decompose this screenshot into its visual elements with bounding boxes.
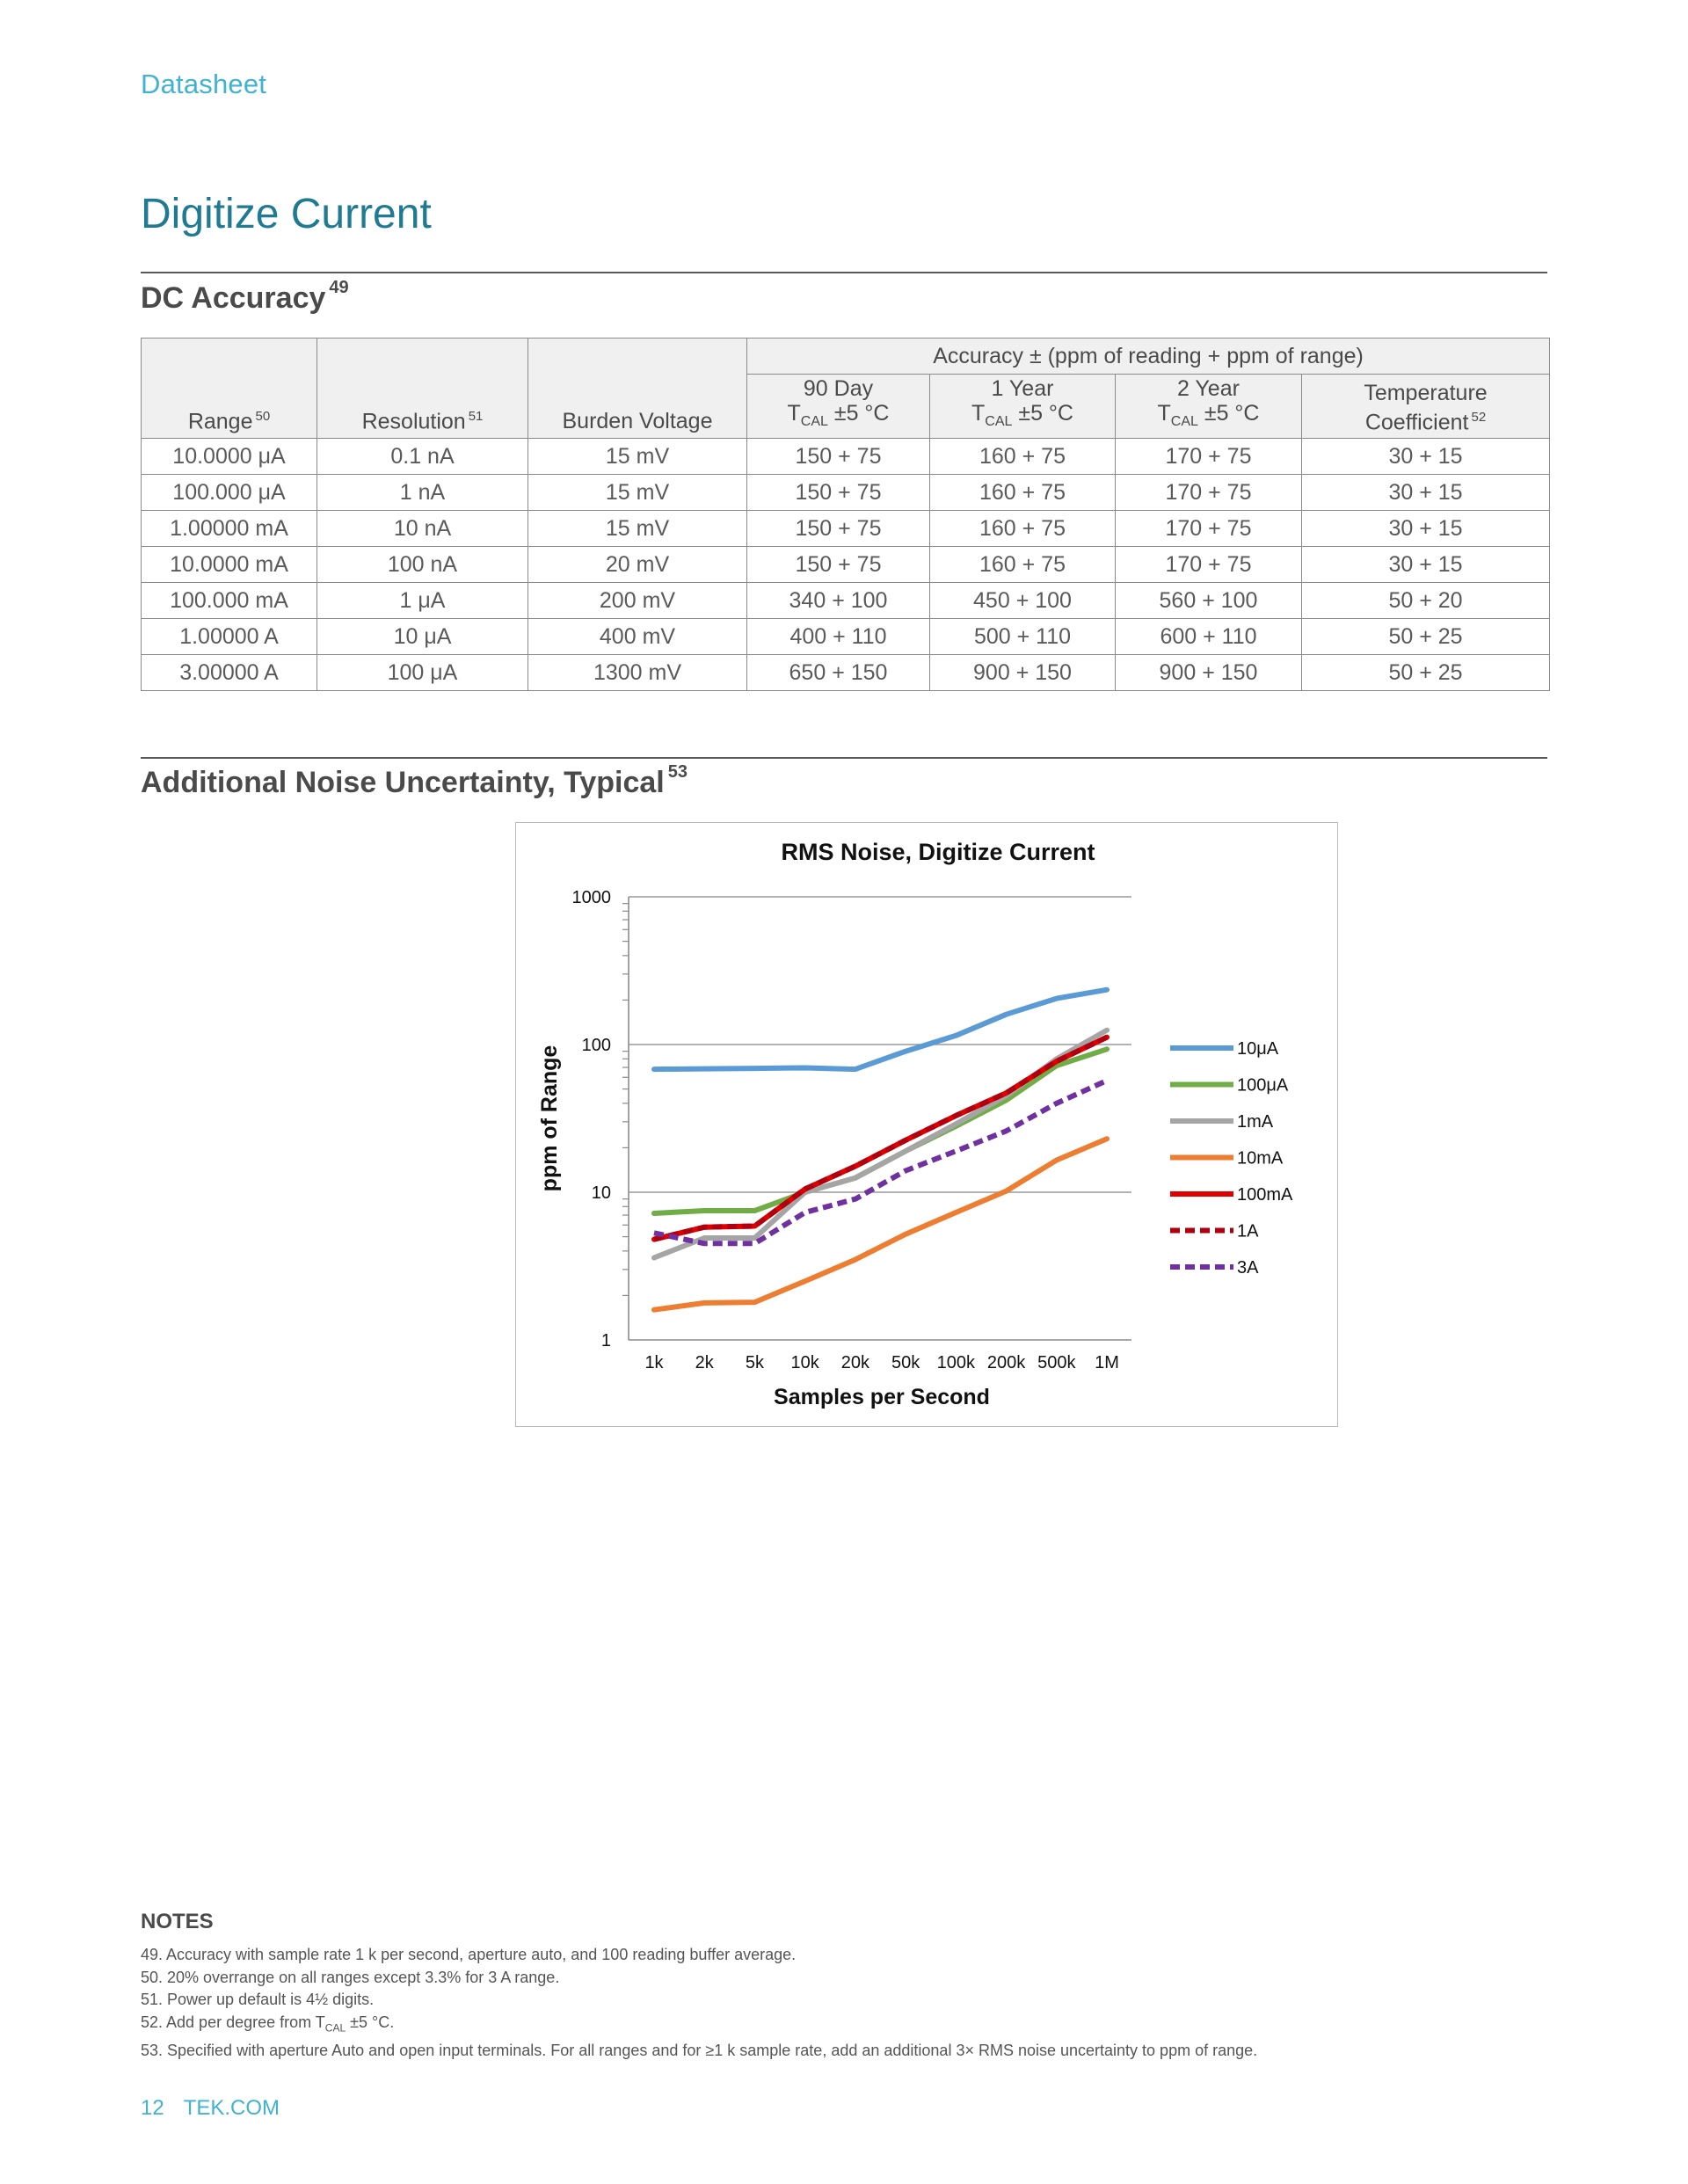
table-row (142, 655, 1550, 691)
x-tick-label: 1k (644, 1353, 664, 1372)
footnote-ref-49: 49 (329, 278, 349, 297)
x-tick-label: 2k (695, 1353, 714, 1372)
table-cell: 1 nA (317, 475, 528, 511)
y-tick-label: 10 (591, 1183, 611, 1203)
table-cell: 900 + 150 (1116, 655, 1302, 691)
x-tick-label: 1M (1095, 1353, 1119, 1372)
page-title: Digitize Current (141, 191, 432, 237)
col-header-1-year: 1 Year $T_{CAL} \pm 5$ °C (930, 375, 1116, 439)
table-cell: 1.00000 A (142, 619, 317, 655)
table-cell: 150 + 75 (747, 475, 930, 511)
notes-heading: NOTES (141, 1910, 214, 1933)
table-cell: 400 + 110 (747, 619, 930, 655)
table-cell: 30 + 15 (1302, 511, 1550, 547)
note-49: 49. Accuracy with sample rate 1 k per second, aperture auto, and 100 reading buffer average. (141, 1946, 797, 1963)
section-divider (141, 757, 1547, 759)
table-cell: 600 + 110 (1116, 619, 1302, 655)
legend-label: 100μA (1237, 1075, 1289, 1096)
table-cell: 150 + 75 (747, 547, 930, 583)
table-cell: 160 + 75 (930, 547, 1116, 583)
table-cell: 1.00000 mA (142, 511, 317, 547)
table-cell: 560 + 100 (1116, 583, 1302, 619)
table-cell: 340 + 100 (747, 583, 930, 619)
col-header-resolution: Resolution $^{51}$ (317, 339, 528, 439)
x-tick-label: 20k (840, 1353, 870, 1372)
table-cell: 30 + 15 (1302, 475, 1550, 511)
table-row (142, 619, 1550, 655)
table-cell: 100.000 mA (142, 583, 317, 619)
legend-label: 10μA (1237, 1039, 1279, 1059)
datasheet-label: Datasheet (141, 69, 267, 99)
table-cell: 50 + 20 (1302, 583, 1550, 619)
site-link[interactable]: TEK.COM (183, 2096, 280, 2120)
table-cell: 50 + 25 (1302, 655, 1550, 691)
table-cell: 100 nA (317, 547, 528, 583)
table-cell: 400 mV (528, 619, 747, 655)
note-51: 51. Power up default is 4½ digits. (141, 1991, 375, 2008)
table-cell: 150 + 75 (747, 439, 930, 475)
table-cell: 1 μA (317, 583, 528, 619)
table-cell: 3.00000 A (142, 655, 317, 691)
table-cell: 900 + 150 (930, 655, 1116, 691)
table-cell: 160 + 75 (930, 475, 1116, 511)
table-cell: 200 mV (528, 583, 747, 619)
legend-label: 3A (1237, 1258, 1259, 1278)
accuracy-group-header: Accuracy ± (ppm of reading + ppm of range) (747, 339, 1550, 375)
table-cell: 15 mV (528, 439, 747, 475)
table-cell: 450 + 100 (930, 583, 1116, 619)
rms-noise-chart (515, 822, 1338, 1427)
table-cell: 10 μA (317, 619, 528, 655)
col-header-temperature-coefficient: Temperature Coefficient $^{52}$ (1302, 375, 1550, 439)
x-tick-label: 200k (986, 1353, 1026, 1372)
dc-accuracy-heading-text: DC Accuracy (141, 281, 326, 315)
table-cell: 100.000 μA (142, 475, 317, 511)
x-tick-label: 500k (1037, 1353, 1076, 1372)
section-divider (141, 272, 1547, 273)
table-cell: 30 + 15 (1302, 547, 1550, 583)
table-cell: 170 + 75 (1116, 547, 1302, 583)
y-tick-label: 1 (600, 1331, 611, 1350)
table-cell: 30 + 15 (1302, 439, 1550, 475)
x-tick-label: 5k (745, 1353, 765, 1372)
legend-label: 1A (1237, 1221, 1259, 1241)
x-tick-label: 50k (891, 1353, 920, 1372)
table-cell: 150 + 75 (747, 511, 930, 547)
table-cell: 650 + 150 (747, 655, 930, 691)
footer (141, 2096, 280, 2121)
dc-accuracy-heading (141, 278, 349, 316)
table-row (142, 547, 1550, 583)
y-tick-label: 1000 (571, 888, 611, 907)
note-53: 53. Specified with aperture Auto and open input terminals. For all ranges and for ≥1 k sample rate, add an additional 3× RMS noise uncertainty to ppm of range. (141, 2041, 1258, 2059)
col-header-90-day: 90 Day $T_{CAL} \pm 5$ °C (747, 375, 930, 439)
noise-heading (141, 762, 688, 800)
table-cell: 50 + 25 (1302, 619, 1550, 655)
noise-heading-text: Additional Noise Uncertainty, Typical (141, 766, 665, 799)
notes-list (141, 1944, 1257, 2062)
series-line-10μA (654, 990, 1107, 1069)
x-axis-label: Samples per Second (774, 1385, 990, 1409)
legend-label: 100mA (1237, 1185, 1293, 1205)
y-axis-label: ppm of Range (537, 1045, 562, 1192)
col-header-burden-voltage: Burden Voltage (528, 339, 747, 439)
y-tick-label: 100 (581, 1036, 611, 1055)
col-header-2-year: 2 Year $T_{CAL} \pm 5$ °C (1116, 375, 1302, 439)
table-cell: 15 mV (528, 511, 747, 547)
note-50: 50. 20% overrange on all ranges except 3.3% for 3 A range. (141, 1968, 560, 1986)
dc-accuracy-table-body (142, 439, 1550, 691)
col-header-range: Range $^{50}$ (142, 339, 317, 439)
table-cell: 10 nA (317, 511, 528, 547)
table-row (142, 511, 1550, 547)
table-cell: 500 + 110 (930, 619, 1116, 655)
table-cell: 170 + 75 (1116, 511, 1302, 547)
footnote-ref-53: 53 (667, 762, 688, 782)
table-row (142, 439, 1550, 475)
note-52: 52. Add per degree from $T_{CAL} \pm 5$ °C. (141, 2013, 395, 2035)
table-cell: 160 + 75 (930, 439, 1116, 475)
dc-accuracy-table (141, 338, 1550, 691)
x-tick-label: 10k (790, 1353, 819, 1372)
rms-noise-chart-svg (516, 823, 1337, 1426)
table-cell: 0.1 nA (317, 439, 528, 475)
series-line-1mA (654, 1030, 1107, 1258)
table-cell: 20 mV (528, 547, 747, 583)
table-cell: 160 + 75 (930, 511, 1116, 547)
table-row (142, 475, 1550, 511)
legend-label: 10mA (1237, 1148, 1284, 1168)
x-tick-label: 100k (936, 1353, 976, 1372)
table-row (142, 583, 1550, 619)
table-cell: 10.0000 μA (142, 439, 317, 475)
legend-label: 1mA (1237, 1112, 1274, 1132)
page-number: 12 (141, 2096, 164, 2120)
table-cell: 15 mV (528, 475, 747, 511)
table-cell: 100 μA (317, 655, 528, 691)
table-cell: 170 + 75 (1116, 439, 1302, 475)
table-cell: 1300 mV (528, 655, 747, 691)
table-cell: 170 + 75 (1116, 475, 1302, 511)
table-cell: 10.0000 mA (142, 547, 317, 583)
chart-title: RMS Noise, Digitize Current (781, 839, 1095, 865)
